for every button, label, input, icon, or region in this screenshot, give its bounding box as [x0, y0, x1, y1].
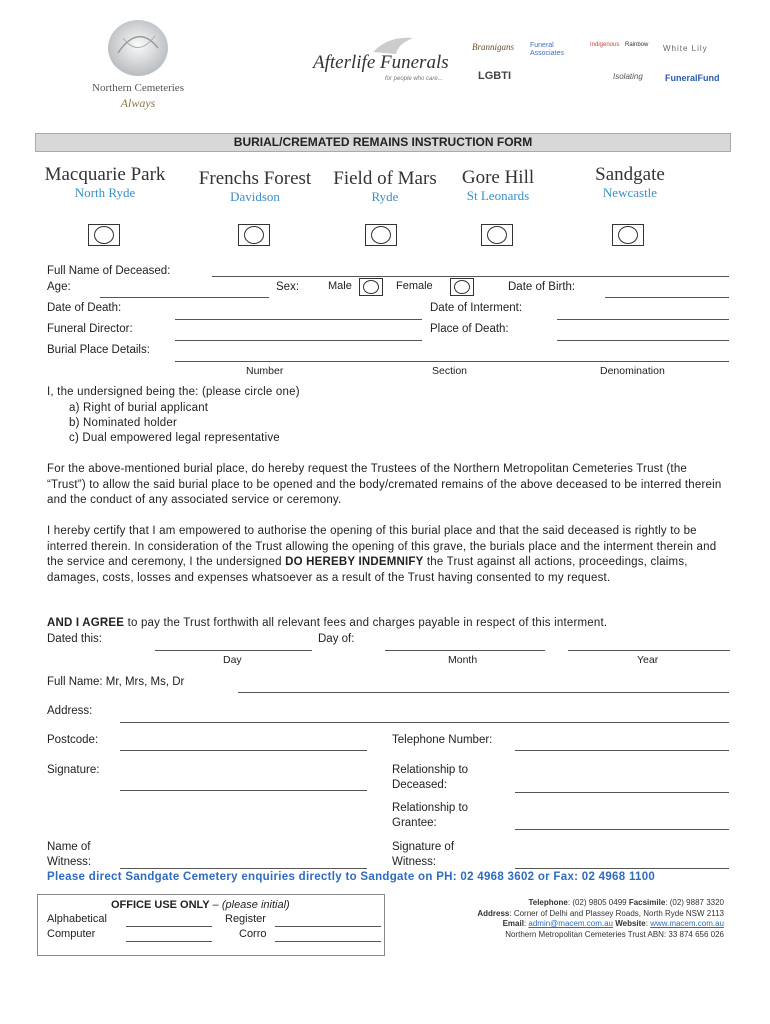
web-link[interactable]: www.macem.com.au	[650, 919, 724, 928]
sex-label: Sex:	[276, 281, 300, 293]
rel-deceased-label-1: Relationship to	[392, 764, 469, 776]
undersigned-intro: I, the undersigned being the: (please circle one)	[47, 386, 300, 398]
contact-trust-line: Northern Metropolitan Cemeteries Trust ABN: 33 874 656 026	[505, 929, 724, 939]
full-name-field[interactable]	[212, 276, 729, 277]
sandgate-notice: Please direct Sandgate Cemetery enquiries directly to Sandgate on PH: 02 4968 3602 or Fax: 02 4968 1100	[47, 871, 656, 883]
office-use-rest: – (please initial)	[209, 899, 290, 911]
number-label: Number	[246, 365, 284, 377]
witness-sig-label-1: Signature of	[392, 841, 455, 853]
female-checkbox[interactable]	[450, 278, 474, 296]
partner-logo: Funeral Associates	[530, 42, 564, 57]
afterlife-funerals-logo	[313, 38, 463, 88]
funeral-director-field[interactable]	[175, 340, 422, 341]
email-link[interactable]: admin@macem.com.au	[528, 919, 613, 928]
indemnify-bold: DO HEREBY INDEMNIFY	[285, 556, 424, 568]
burial-place-label: Burial Place Details:	[47, 344, 150, 356]
cemetery-suburb: St Leonards	[466, 188, 530, 203]
section-label: Section	[432, 365, 468, 377]
witness-name-field[interactable]	[120, 868, 367, 869]
doi-field[interactable]	[557, 319, 729, 320]
cemetery-name: Gore Hill	[461, 167, 535, 188]
tel-label: Telephone	[528, 898, 568, 907]
cemetery-checkbox-macquarie-park[interactable]	[88, 224, 120, 246]
alphabetical-field[interactable]	[126, 926, 212, 927]
denomination-label: Denomination	[600, 365, 665, 377]
dated-this-label: Dated this:	[47, 633, 102, 645]
postcode-field[interactable]	[120, 750, 367, 751]
office-use-title	[111, 899, 290, 911]
corro-label: Corro	[239, 928, 267, 940]
rel-grantee-field[interactable]	[515, 829, 729, 830]
contact-email-line: Email: admin@macem.com.au Website: www.macem.com.au	[502, 919, 724, 928]
cemetery-name: Frenchs Forest	[198, 168, 312, 189]
day-field[interactable]	[155, 650, 312, 651]
dob-label: Date of Birth:	[508, 281, 576, 293]
cemetery-gore-hill	[443, 167, 553, 202]
agree-rest: to pay the Trust forthwith all relevant fees and charges payable in respect of this interment.	[124, 617, 608, 629]
witness-name-label-1: Name of	[47, 841, 91, 853]
cemetery-checkbox-gore-hill[interactable]	[481, 224, 513, 246]
burial-place-field[interactable]	[175, 361, 729, 362]
corro-field[interactable]	[275, 941, 381, 942]
day-caption: Day	[223, 654, 242, 666]
rel-grantee-label-2: Grantee:	[392, 817, 437, 829]
partner-logo: Rainbow	[625, 42, 649, 48]
addr-value: : Corner of Delhi and Plassey Roads, North Ryde NSW 2113	[509, 908, 724, 918]
age-field[interactable]	[100, 297, 269, 298]
circle-icon	[94, 226, 114, 244]
circle-icon	[454, 280, 470, 294]
address-field[interactable]	[120, 722, 729, 723]
month-field[interactable]	[385, 650, 545, 651]
contact-info	[390, 898, 724, 940]
partner-logo: Indigenous	[590, 42, 620, 48]
rel-grantee-label-1: Relationship to	[392, 802, 469, 814]
circle-icon	[363, 280, 379, 294]
office-use-bold: OFFICE USE ONLY	[111, 899, 210, 911]
cemetery-suburb: North Ryde	[74, 185, 136, 200]
postcode-label: Postcode:	[47, 734, 99, 746]
dod-field[interactable]	[175, 319, 422, 320]
partner-logo: Isolating	[613, 72, 643, 81]
day-of-label: Day of:	[318, 633, 355, 645]
afterlife-name: Afterlife Funerals	[313, 52, 449, 73]
cemetery-suburb: Davidson	[230, 189, 280, 204]
telephone-label: Telephone Number:	[392, 734, 493, 746]
fax-value: : (02) 9887 3320	[665, 898, 724, 907]
computer-field[interactable]	[126, 941, 212, 942]
northern-cemeteries-logo	[78, 18, 198, 118]
signature-field[interactable]	[120, 790, 367, 791]
logo-line1: Northern Cemeteries	[92, 82, 184, 94]
option-c[interactable]: c) Dual empowered legal representative	[69, 432, 280, 444]
address-label: Address:	[47, 705, 93, 717]
agree-line	[47, 617, 607, 629]
male-label: Male	[328, 280, 352, 292]
cemetery-field-of-mars	[324, 168, 446, 203]
circle-icon	[487, 226, 507, 244]
circle-icon	[618, 226, 638, 244]
partner-logo: Brannigans	[472, 42, 515, 52]
circle-icon	[371, 226, 391, 244]
request-paragraph: For the above-mentioned burial place, do hereby request the Trustees of the Northern Metropolitan Cemeteries Trust (the “Trust”) to allow the said burial place to be opened and the body/cremated remains of the above deceased to be interred therein and the conduct of any associated service or ceremony.	[47, 463, 722, 506]
witness-name-label-2: Witness:	[47, 856, 92, 868]
indemnify-paragraph	[47, 524, 727, 586]
indemnify-text-a: I hereby certify that I am empowered to authorise the opening of this burial place and that the said deceased is rightly to be interred therein. In consideration of the Trust allowing the opening of this grave, the burials place and the interment therein and the service and ceremony, I the undersigned	[47, 525, 717, 568]
place-of-death-field[interactable]	[557, 340, 729, 341]
dob-field[interactable]	[605, 297, 729, 298]
web-label: Website	[615, 919, 646, 928]
cemetery-name: Field of Mars	[333, 168, 437, 189]
applicant-name-label: Full Name: Mr, Mrs, Ms, Dr	[47, 676, 185, 688]
option-b[interactable]: b) Nominated holder	[69, 417, 177, 429]
agree-bold: AND I AGREE	[47, 617, 125, 629]
fax-label: Facsimile	[628, 898, 666, 907]
email-label: Email	[502, 919, 524, 928]
option-a[interactable]: a) Right of burial applicant	[69, 402, 209, 414]
cemetery-macquarie-park	[35, 164, 175, 199]
tel-value: : (02) 9805 0499	[567, 898, 629, 907]
year-field[interactable]	[568, 650, 730, 651]
indemnify-text-b: the Trust against all actions, proceedings, claims, damages, costs, losses and expenses whatsoever as a result of the Trust having consented to my request.	[47, 556, 688, 584]
rel-deceased-field[interactable]	[515, 792, 729, 793]
cemetery-checkbox-frenchs-forest[interactable]	[238, 224, 270, 246]
cemetery-frenchs-forest	[185, 168, 325, 203]
rel-deceased-label-2: Deceased:	[392, 779, 447, 791]
cemetery-sandgate	[575, 164, 685, 199]
signature-label: Signature:	[47, 764, 100, 776]
applicant-name-field[interactable]	[238, 692, 729, 693]
funeral-director-label: Funeral Director:	[47, 323, 133, 335]
circle-icon	[244, 226, 264, 244]
alphabetical-label: Alphabetical	[47, 913, 107, 925]
cemetery-suburb: Ryde	[371, 189, 399, 204]
male-checkbox[interactable]	[359, 278, 383, 296]
month-caption: Month	[448, 654, 478, 666]
full-name-label: Full Name of Deceased:	[47, 265, 171, 277]
year-caption: Year	[637, 654, 659, 666]
register-label: Register	[225, 913, 266, 925]
contact-addr-line	[390, 909, 724, 920]
logo-line2: Always	[120, 96, 156, 110]
partner-logos	[470, 40, 730, 90]
form-title: BURIAL/CREMATED REMAINS INSTRUCTION FORM	[233, 135, 533, 149]
witness-sig-field[interactable]	[515, 868, 729, 869]
cemetery-suburb: Newcastle	[602, 185, 658, 200]
partner-logo: FuneralFund	[665, 73, 720, 83]
computer-label: Computer	[47, 928, 96, 940]
cemetery-name: Sandgate	[595, 164, 665, 185]
partner-logo: LGBTI	[478, 70, 511, 82]
contact-tel-line	[390, 898, 724, 909]
witness-sig-label-2: Witness:	[392, 856, 437, 868]
logo-orb-icon	[103, 18, 173, 78]
age-label: Age:	[47, 281, 71, 293]
female-label: Female	[396, 280, 433, 292]
addr-label: Address	[477, 908, 510, 918]
afterlife-tag: for people who care...	[385, 76, 443, 82]
telephone-field[interactable]	[515, 750, 729, 751]
cemetery-checkbox-sandgate[interactable]	[612, 224, 644, 246]
register-field[interactable]	[275, 926, 381, 927]
place-of-death-label: Place of Death:	[430, 323, 509, 335]
dod-label: Date of Death:	[47, 302, 122, 314]
cemetery-checkbox-field-of-mars[interactable]	[365, 224, 397, 246]
cemetery-name: Macquarie Park	[44, 164, 166, 185]
partner-logo: White Lily	[663, 44, 708, 53]
doi-label: Date of Interment:	[430, 302, 523, 314]
